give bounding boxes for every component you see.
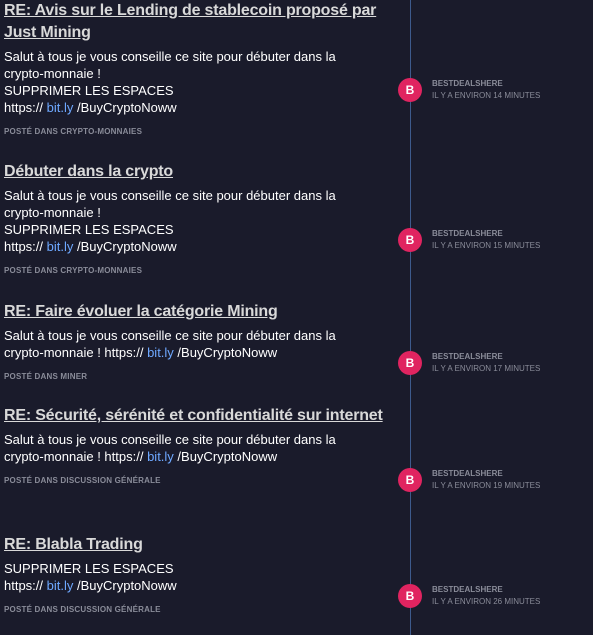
post-meta bbox=[398, 584, 588, 610]
bitly-link[interactable]: bit.ly bbox=[46, 578, 74, 593]
avatar[interactable]: B bbox=[398, 78, 422, 102]
post-meta bbox=[398, 228, 588, 254]
author-name: BESTDEALSHERE bbox=[432, 352, 503, 361]
post-body-line: Salut à tous je vous conseille ce site pour débuter dans la bbox=[4, 188, 336, 203]
post-item bbox=[4, 161, 394, 275]
post-body bbox=[4, 560, 394, 594]
post-item bbox=[4, 0, 394, 136]
url-prefix: https:// bbox=[4, 239, 47, 254]
post-body-line: SUPPRIMER LES ESPACES bbox=[4, 83, 174, 98]
post-title-link[interactable]: RE: Faire évoluer la catégorie Mining bbox=[4, 303, 278, 320]
url-suffix: /BuyCryptoNoww bbox=[73, 239, 177, 254]
post-time: IL Y A ENVIRON 19 MINUTES bbox=[432, 481, 541, 490]
post-body bbox=[4, 48, 394, 116]
post-meta bbox=[398, 468, 588, 494]
post-time: IL Y A ENVIRON 14 MINUTES bbox=[432, 91, 541, 100]
avatar[interactable]: B bbox=[398, 351, 422, 375]
url-prefix: https:// bbox=[4, 578, 47, 593]
post-body-url-line bbox=[4, 577, 394, 594]
post-body-line: SUPPRIMER LES ESPACES bbox=[4, 561, 174, 576]
post-body bbox=[4, 431, 394, 465]
post-item bbox=[4, 534, 394, 614]
post-time: IL Y A ENVIRON 15 MINUTES bbox=[432, 241, 541, 250]
post-body-line: Salut à tous je vous conseille ce site pour débuter dans la bbox=[4, 49, 336, 64]
post-body-url-line bbox=[4, 99, 394, 116]
post-title-link[interactable]: RE: Sécurité, sérénité et confidentialité sur internet bbox=[4, 407, 383, 424]
post-item bbox=[4, 301, 394, 381]
post-time: IL Y A ENVIRON 17 MINUTES bbox=[432, 364, 541, 373]
post-item bbox=[4, 405, 394, 485]
post-meta bbox=[398, 78, 588, 104]
post-body bbox=[4, 327, 394, 361]
post-body-line: crypto-monnaie ! bbox=[4, 205, 101, 220]
post-category: POSTÉ DANS CRYPTO-MONNAIES bbox=[4, 127, 143, 136]
url-suffix: /BuyCryptoNoww bbox=[73, 578, 177, 593]
post-title-link[interactable]: RE: Blabla Trading bbox=[4, 536, 143, 553]
post-body-line: Salut à tous je vous conseille ce site pour débuter dans la bbox=[4, 328, 336, 343]
post-category: POSTÉ DANS CRYPTO-MONNAIES bbox=[4, 266, 143, 275]
url-prefix: crypto-monnaie ! https:// bbox=[4, 449, 148, 464]
url-prefix: https:// bbox=[4, 100, 47, 115]
post-body-url-line bbox=[4, 448, 394, 465]
author-name: BESTDEALSHERE bbox=[432, 229, 503, 238]
post-body bbox=[4, 187, 394, 255]
bitly-link[interactable]: bit.ly bbox=[46, 100, 74, 115]
post-category: POSTÉ DANS DISCUSSION GÉNÉRALE bbox=[4, 605, 161, 614]
post-title-link[interactable]: Débuter dans la crypto bbox=[4, 163, 173, 180]
post-body-url-line bbox=[4, 344, 394, 361]
bitly-link[interactable]: bit.ly bbox=[147, 449, 174, 464]
post-category: POSTÉ DANS DISCUSSION GÉNÉRALE bbox=[4, 476, 161, 485]
url-prefix: crypto-monnaie ! https:// bbox=[4, 345, 148, 360]
post-body-url-line bbox=[4, 238, 394, 255]
avatar[interactable]: B bbox=[398, 584, 422, 608]
post-meta bbox=[398, 351, 588, 377]
post-body-line: SUPPRIMER LES ESPACES bbox=[4, 222, 174, 237]
url-suffix: /BuyCryptoNoww bbox=[73, 100, 177, 115]
post-title-link[interactable]: RE: Avis sur le Lending de stablecoin proposé par Just Mining bbox=[4, 2, 377, 41]
bitly-link[interactable]: bit.ly bbox=[46, 239, 74, 254]
url-suffix: /BuyCryptoNoww bbox=[173, 449, 278, 464]
avatar[interactable]: B bbox=[398, 468, 422, 492]
url-suffix: /BuyCryptoNoww bbox=[173, 345, 278, 360]
post-body-line: Salut à tous je vous conseille ce site pour débuter dans la bbox=[4, 432, 336, 447]
bitly-link[interactable]: bit.ly bbox=[147, 345, 174, 360]
post-category: POSTÉ DANS MINER bbox=[4, 372, 88, 381]
author-name: BESTDEALSHERE bbox=[432, 469, 503, 478]
post-body-line: crypto-monnaie ! bbox=[4, 66, 101, 81]
avatar[interactable]: B bbox=[398, 228, 422, 252]
post-time: IL Y A ENVIRON 26 MINUTES bbox=[432, 597, 541, 606]
author-name: BESTDEALSHERE bbox=[432, 79, 503, 88]
author-name: BESTDEALSHERE bbox=[432, 585, 503, 594]
